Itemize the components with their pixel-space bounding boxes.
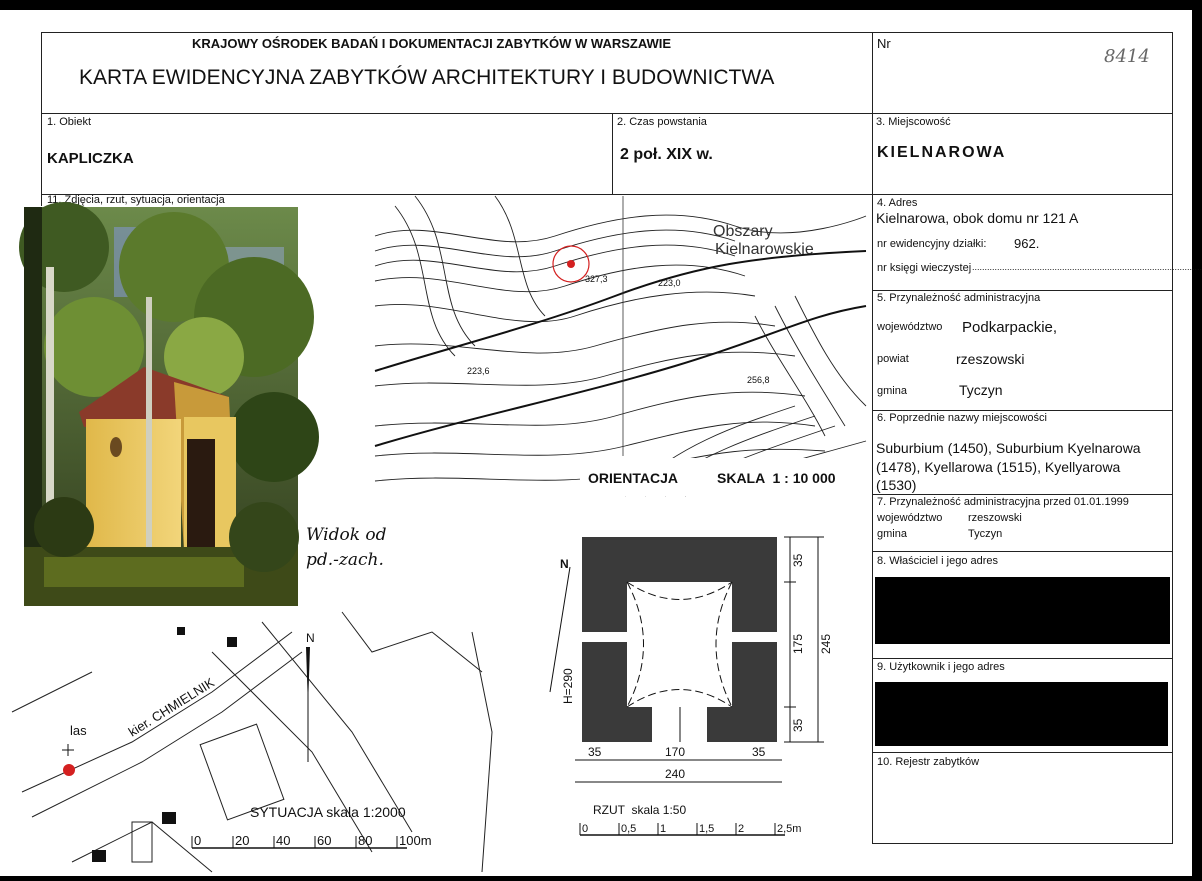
przynaleznosc-label: 5. Przynależność administracyjna	[877, 292, 1041, 304]
nr-box	[872, 32, 1173, 114]
floor-plan-title: RZUT skala 1:50	[593, 803, 687, 817]
plan-scale-ticks	[580, 823, 801, 835]
gmina-label: gmina	[877, 385, 907, 397]
dim-w-mid: 170	[665, 745, 686, 759]
miejscowosc-label: 3. Miejscowość	[876, 116, 951, 128]
orientation-caption: ORIENTACJA	[588, 470, 678, 486]
uzytkownik-redaction	[875, 682, 1168, 746]
map-region-label-2: Kielnarowskie	[715, 241, 814, 258]
scale-tick-label: 100m	[399, 833, 432, 848]
obiekt-value: KAPLICZKA	[47, 150, 134, 167]
powiat-value: rzeszowski	[956, 351, 1025, 367]
card-title: KARTA EWIDENCYJNA ZABYTKÓW ARCHITEKTURY I BUDOWNICTWA	[79, 66, 775, 89]
site-north-label: N	[306, 631, 315, 645]
poprzednie-line2: (1478), Kyellarowa (1515), Kyellyarowa	[876, 459, 1121, 475]
scale-tick-label: 2	[738, 823, 745, 835]
zdjecia-label: 11. Zdjęcia, rzut, sytuacja, orientacja	[47, 194, 225, 206]
nr-label: Nr	[877, 36, 891, 51]
wojewodztwo-label: województwo	[877, 321, 943, 333]
nr-value: 8414	[1104, 46, 1150, 67]
obiekt-label: 1. Obiekt	[47, 116, 92, 128]
poprzednie-label: 6. Poprzednie nazwy miejscowości	[877, 412, 1047, 424]
scale-tick-label: 1	[660, 823, 667, 835]
plan-height-label: H=290	[561, 668, 575, 704]
dim-bottom: 35	[791, 718, 805, 732]
site-forest-label: las	[70, 723, 87, 738]
institution-name: KRAJOWY OŚRODEK BADAŃ I DOKUMENTACJI ZABYTKÓW W WARSZAWIE	[192, 36, 672, 51]
adres-value: Kielnarowa, obok domu nr 121 A	[876, 210, 1079, 226]
wlasciciel-label: 8. Właściciel i jego adres	[877, 555, 999, 567]
dim-total: 245	[819, 633, 833, 654]
record-card	[0, 10, 1202, 876]
plan-north-label: N	[560, 557, 569, 571]
scale-tick-label: 0,5	[621, 823, 637, 835]
ksiega-dots: ............................................................................................	[972, 262, 1202, 272]
dim-w-right: 35	[752, 745, 766, 759]
poprzednie-line3: (1530)	[876, 477, 917, 493]
chapel-photo	[24, 207, 298, 606]
photo-caption-line2: pd.-zach.	[306, 550, 384, 570]
powiat-label: powiat	[877, 353, 909, 365]
scale-tick-label: 2,5m	[777, 823, 802, 835]
topo-map-svg	[375, 196, 866, 496]
uzytkownik-label: 9. Użytkownik i jego adres	[877, 661, 1005, 673]
photo-caption-line1: Widok od	[306, 525, 387, 545]
map-region-label: Obszary	[713, 223, 773, 240]
map-spot-height-4: 256,8	[747, 375, 770, 385]
floor-plan	[520, 522, 860, 840]
map-spot-height-2: 223,0	[658, 278, 681, 288]
dim-w-total: 240	[665, 767, 686, 781]
dzialka-label: nr ewidencyjny działki:	[877, 238, 987, 250]
poprzednie-line1: Suburbium (1450), Suburbium Kyelnarowa	[876, 440, 1141, 456]
ksiega-label: nr księgi wieczystej	[877, 262, 972, 274]
przed1999-gmina-label: gmina	[877, 528, 907, 540]
site-plan-title: SYTUACJA skala 1:2000	[250, 804, 406, 820]
wlasciciel-redaction	[875, 577, 1170, 644]
scale-tick-label: 40	[276, 833, 291, 848]
scale-tick-label: 0	[582, 823, 589, 835]
rejestr-label: 10. Rejestr zabytków	[877, 756, 980, 768]
adres-label: 4. Adres	[877, 197, 918, 209]
scale-tick-label: 20	[235, 833, 250, 848]
site-plan-svg	[12, 612, 512, 876]
site-street-label: kier. CHMIELNIK	[125, 674, 217, 740]
map-spot-height-1: 327,3	[585, 274, 608, 284]
site-scale-ticks	[192, 833, 432, 848]
orientation-scale: SKALA 1 : 10 000	[717, 470, 836, 486]
dim-top: 35	[791, 553, 805, 567]
czas-label: 2. Czas powstania	[617, 116, 707, 128]
dim-w-left: 35	[588, 745, 602, 759]
scale-tick-label: 60	[317, 833, 332, 848]
dim-mid: 175	[791, 633, 805, 654]
scale-tick-label: 1,5	[699, 823, 715, 835]
floor-plan-svg	[520, 522, 860, 840]
miejscowosc-value: KIELNAROWA	[877, 144, 1007, 161]
gmina-value: Tyczyn	[959, 382, 1003, 398]
scale-tick-label: 80	[358, 833, 373, 848]
map-spot-height-3: 223,6	[467, 366, 490, 376]
przed1999-woj-value: rzeszowski	[968, 512, 1022, 524]
czas-value: 2 poł. XIX w.	[620, 146, 713, 163]
site-plan	[12, 612, 512, 876]
dzialka-value: 962.	[1014, 236, 1040, 251]
przed1999-label: 7. Przynależność administracyjna przed 01.01.1999	[877, 496, 1129, 508]
przed1999-woj-label: województwo	[877, 512, 943, 524]
wojewodztwo-value: Podkarpackie,	[962, 319, 1058, 336]
orientation-map	[375, 196, 866, 496]
scale-tick-label: 0	[194, 833, 202, 848]
przed1999-gmina-value: Tyczyn	[968, 528, 1003, 540]
